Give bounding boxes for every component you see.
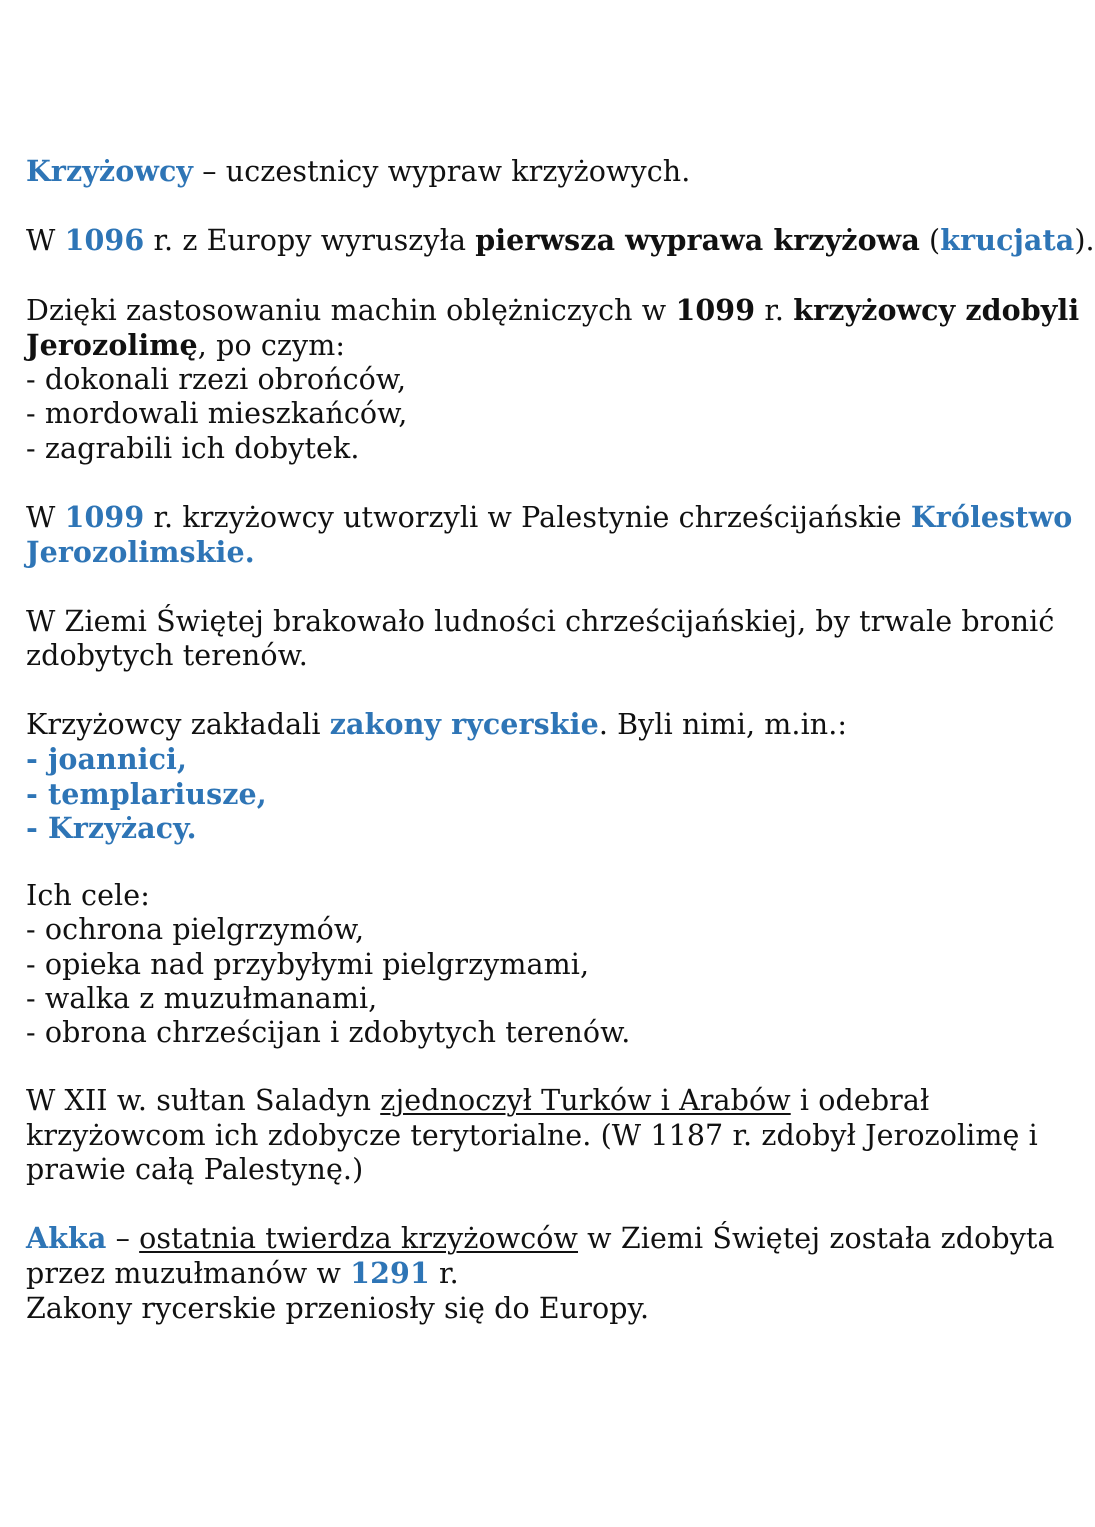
list-item: - opieka nad przybyłymi pielgrzymami, — [26, 947, 590, 981]
paragraph-saladin: W XII w. sułtan Saladyn zjednoczył Turków i Arabów i odebrał krzyżowcom ich zdobycze terytorialne. (W 1187 r. zdobył Jerozolimę i prawie całą Palestynę.) — [26, 1084, 1038, 1186]
list-item: - templariusze, — [26, 776, 267, 811]
notes-page — [26, 154, 1095, 1360]
goals-heading: Ich cele: — [26, 879, 150, 913]
underlined-phrase: zjednoczył Turków i Arabów — [380, 1084, 791, 1118]
underlined-phrase: ostatnia twierdza krzyżowców — [139, 1222, 579, 1256]
paragraph-goals — [26, 879, 1066, 1050]
list-item: - ochrona pielgrzymów, — [26, 913, 365, 947]
list-item: - dokonali rzezi obrońców, — [26, 363, 407, 397]
paragraph-akka: Akka – ostatnia twierdza krzyżowców w Ziemi Świętej została zdobyta przez muzułmanów w 1291 r. Zakony rycerskie przeniosły się do Europy. — [26, 1221, 1055, 1325]
year-1099: 1099 — [64, 499, 145, 534]
term-krucjata: krucjata — [940, 223, 1075, 258]
list-item: - mordowali mieszkańców, — [26, 397, 408, 431]
list-item: - Krzyżacy. — [26, 810, 197, 845]
paragraph-crusaders-definition — [26, 154, 1066, 189]
paragraph-knightly-orders: Krzyżowcy zakładali zakony rycerskie. Byli nimi, m.in.: - joannici, - templariusze, - Krzyżacy. — [26, 707, 1066, 845]
year-1099: 1099 — [675, 292, 756, 327]
year-1291: 1291 — [350, 1256, 430, 1291]
term-zakony-rycerskie: zakony rycerskie — [329, 707, 599, 742]
term-akka: Akka — [26, 1221, 107, 1256]
paragraph-jerusalem-capture: Dzięki zastosowaniu machin oblężniczych w 1099 r. krzyżowcy zdobyli Jerozolimę, po czym: - dokonali rzezi obrońców, - mordowali mieszkańców, - zagrabili ich dobytek. — [26, 292, 1080, 465]
list-item: - walka z muzułmanami, — [26, 981, 378, 1015]
year-1096: 1096 — [64, 223, 145, 258]
first-crusade-term: pierwsza wyprawa krzyżowa — [475, 223, 920, 258]
paragraph-holy-land-population: W Ziemi Świętej brakowało ludności chrześcijańskiej, by trwale bronić zdobytych terenów. — [26, 604, 1055, 672]
term-krzyzowcy: Krzyżowcy — [26, 154, 194, 188]
definition-text: – uczestnicy wypraw krzyżowych. — [193, 155, 691, 188]
list-item: - obrona chrześcijan i zdobytych terenów. — [26, 1015, 631, 1049]
paragraph-first-crusade: W 1096 r. z Europy wyruszyła pierwsza wyprawa krzyżowa (krucjata). — [26, 223, 1095, 258]
list-item: - zagrabili ich dobytek. — [26, 431, 360, 465]
list-item: - joannici, — [26, 742, 188, 777]
term-krolestwo-jerozolimskie: Jerozolimskie. — [26, 535, 255, 570]
paragraph-kingdom-of-jerusalem: W 1099 r. krzyżowcy utworzyli w Palestynie chrześcijańskie Królestwo Jerozolimskie. — [26, 499, 1073, 570]
term-jerozolime: Jerozolimę — [26, 327, 198, 362]
